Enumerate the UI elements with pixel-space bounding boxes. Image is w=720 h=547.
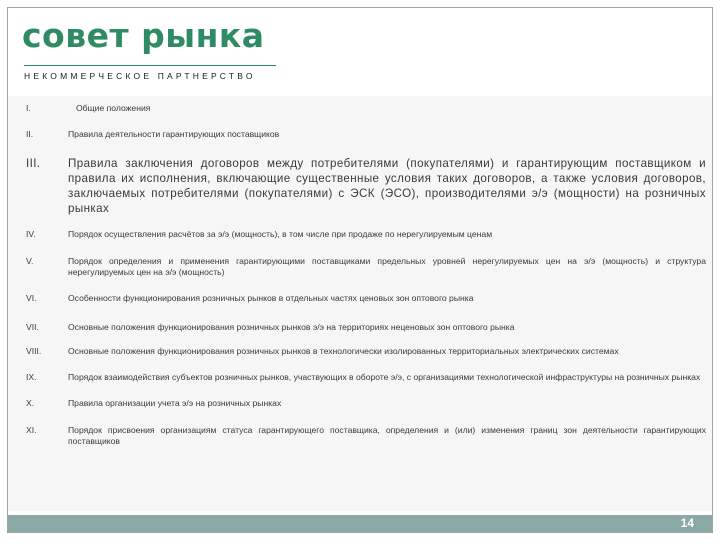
logo-title: совет рынка — [22, 16, 265, 55]
item-text: Основные положения функционирования розничных рынков э/э на территориях неценовых зон оптового рынка — [68, 322, 515, 332]
footer-bar — [8, 515, 712, 532]
list-item-highlighted — [26, 156, 706, 216]
item-number: VI. — [26, 293, 37, 303]
item-text: Порядок взаимодействия субъектов розничных рынков, участвующих в обороте э/э, с организациями технологической инфраструктуры на розничных рынках — [68, 372, 701, 382]
item-number: IX. — [26, 372, 37, 382]
item-number: X. — [26, 398, 35, 408]
slide — [7, 7, 713, 533]
item-text: Особенности функционирования розничных рынков в отдельных частях ценовых зон оптового рынка — [68, 293, 474, 303]
item-text: Основные положения функционирования розничных рынков в технологически изолированных территориальных электрических системах — [68, 346, 619, 356]
list-item — [26, 256, 706, 278]
item-text: Порядок определения и применения гарантирующими поставщиками предельных уровней нерегулируемых цен на э/э (мощность) и структура нерегулируемых цен на э/э (мощность) — [68, 256, 706, 277]
item-number: III. — [26, 157, 41, 170]
list-item — [26, 129, 706, 140]
list-item — [26, 372, 706, 383]
item-number: I. — [26, 103, 31, 113]
contents-list — [26, 103, 706, 447]
item-number: XI. — [26, 425, 37, 435]
item-number: IV. — [26, 229, 36, 239]
logo-divider — [24, 65, 276, 66]
item-number: VIII. — [26, 346, 42, 356]
item-text: Общие положения — [76, 103, 151, 113]
list-item — [26, 229, 706, 240]
logo-subtitle: НЕКОММЕРЧЕСКОЕ ПАРТНЕРСТВО — [24, 71, 256, 81]
item-text: Правила деятельности гарантирующих поставщиков — [68, 129, 280, 139]
list-item — [26, 322, 706, 333]
item-number: V. — [26, 256, 34, 266]
item-number: VII. — [26, 322, 39, 332]
list-item — [26, 103, 706, 114]
list-item — [26, 425, 706, 447]
item-text: Правила заключения договоров между потребителями (покупателями) и гарантирующим поставщиком и правила их исполнения, включающие существенные условия таких договоров, а также условия договоров, заключаемых потребителями (покупателями) с ЭСК (ЭСО), производителями э/э (мощности) на розничных рынках — [68, 157, 706, 215]
item-text: Правила организации учета э/э на розничных рынках — [68, 398, 282, 408]
list-item — [26, 346, 706, 357]
item-text: Порядок осуществления расчётов за э/э (мощность), в том числе при продаже по нерегулируемым ценам — [68, 229, 493, 239]
item-number: II. — [26, 129, 34, 139]
list-item — [26, 398, 706, 409]
page-number: 14 — [680, 516, 694, 530]
list-item — [26, 293, 706, 304]
item-text: Порядок присвоения организациям статуса гарантирующего поставщика, определения и (или) изменения границ зон деятельности гарантирующих поставщиков — [68, 425, 706, 446]
